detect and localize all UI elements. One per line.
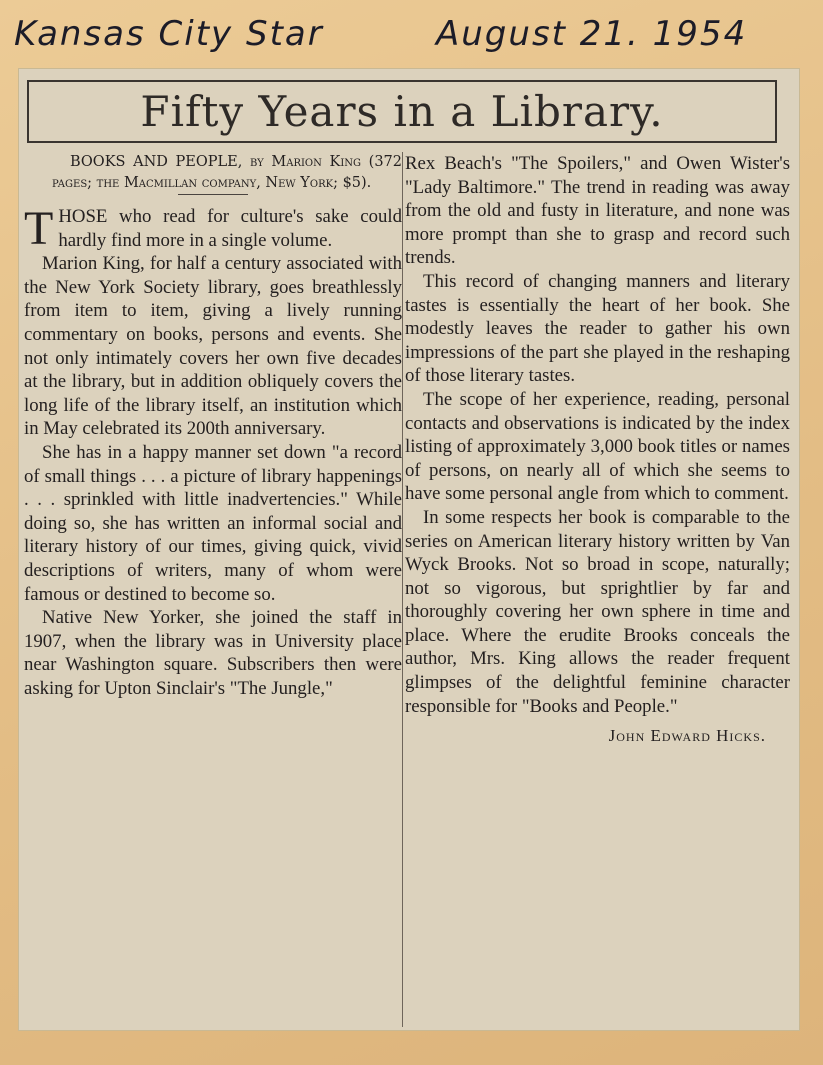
- newspaper-clipping: [19, 69, 799, 1030]
- handwritten-newspaper-name: Kansas City Star: [14, 14, 324, 54]
- paragraph-7: The scope of her experience, reading, personal contacts and observations is indicated by the index listing of approximately 3,000 book titles or names of persons, on nearly all of which she seems to have some personal angle from which to comment.: [405, 388, 790, 505]
- paragraph-8: In some respects her book is comparable to the series on American literary history written by Van Wyck Brooks. Not so broad in scope, naturally; not so vigorous, but sprightlier by far and thoroughly covering her own sphere in time and place. Where the erudite Brooks conceals the author, Mrs. King allows the reader frequent glimpses of the delightful feminine character responsible for "Books and People.": [405, 506, 790, 717]
- author-signature: John Edward Hicks.: [608, 726, 766, 746]
- column-left: [24, 152, 402, 700]
- paragraph-1-text: HOSE who read for culture's sake could hardly find more in a single volume.: [58, 206, 402, 251]
- paragraph-3: She has in a happy manner set down "a record of small things . . . a picture of library happenings . . . sprinkled with little inadvertencies." While doing so, she has written an informal social and literary history of our times, giving quick, vivid descriptions of writers, many of whom were famous or destined to become so.: [24, 441, 402, 605]
- paragraph-5: Rex Beach's "The Spoilers," and Owen Wister's "Lady Baltimore." The trend in reading was away from the old and fusty in literature, and none was more prompt than she to grasp and record such trends.: [405, 153, 790, 269]
- book-credit: BOOKS AND PEOPLE, by Marion King (372 pages; the Macmillan company, New York; $5).: [52, 154, 402, 191]
- column-divider: [402, 152, 403, 1027]
- paragraph-1: [24, 202, 402, 255]
- credit-rule: [178, 194, 248, 195]
- headline: Fifty Years in a Library.: [140, 87, 664, 136]
- headline-box: [27, 80, 777, 143]
- handwritten-date: August 21. 1954: [436, 14, 748, 54]
- paragraph-4: Native New Yorker, she joined the staff in 1907, when the library was in University place near Washington square. Subscribers then were asking for Upton Sinclair's "The Jungle,": [24, 607, 402, 699]
- drop-cap: T: [24, 202, 54, 255]
- paragraph-6: This record of changing manners and literary tastes is essentially the heart of her book. She modestly leaves the reader to gather his own impressions of the part she played in the reshaping of those literary tastes.: [405, 270, 790, 387]
- column-right: [405, 152, 790, 748]
- paragraph-2: Marion King, for half a century associated with the New York Society library, goes breathlessly from item to item, giving a lively running commentary on books, persons and events. She not only intimately covers her own five decades at the library, but in addition obliquely covers the long life of the library itself, an institution which in May celebrated its 200th anniversary.: [24, 253, 402, 440]
